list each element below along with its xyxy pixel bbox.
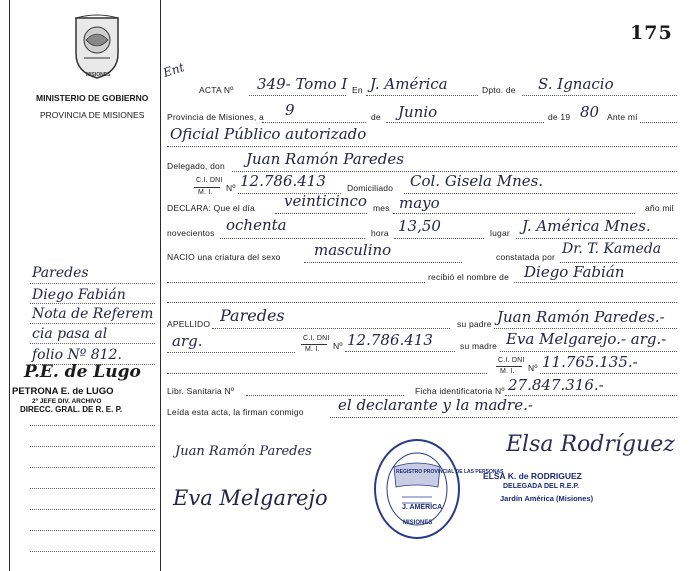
margin-stamp-line: DIRECC. GRAL. DE R. E. P. <box>20 405 123 414</box>
mes-label: mes <box>373 203 390 213</box>
dpto-value: S. Ignacio <box>538 75 614 93</box>
margin-stamp-line: 2º JEFE DIV. ARCHIVO <box>32 398 102 405</box>
margin-rule-line <box>30 283 155 284</box>
ante-line <box>640 122 677 123</box>
year-value: 80 <box>580 103 600 121</box>
madre-label: su madre <box>460 341 498 351</box>
delegado-value: Juan Ramón Paredes <box>246 150 404 168</box>
doc-bottom: M. I. <box>198 189 213 196</box>
margin-rule <box>160 0 161 571</box>
sexo-value: masculino <box>314 241 392 259</box>
margin-rule-line <box>30 551 155 552</box>
hora-value: 13,50 <box>398 217 441 235</box>
margin-rule-line <box>30 446 155 447</box>
madre-doc-no-value: 11.765.135.- <box>542 353 638 371</box>
leida-label: Leída esta acta, la firman conmigo <box>167 407 304 417</box>
de-label: de <box>371 112 381 122</box>
delegado-label: Delegado, don <box>167 161 225 171</box>
margin-note-line: Diego Fabián <box>32 287 126 303</box>
page-number: 175 <box>630 22 673 44</box>
margin-rule-line <box>30 467 155 468</box>
ficha-label: Ficha identificatoria Nº <box>415 386 505 396</box>
madre-doc-fraction-line <box>496 366 522 367</box>
nombre-value: Diego Fabián <box>524 263 625 281</box>
apellido-value: Paredes <box>220 306 285 325</box>
declara-day-value: veinticinco <box>284 192 367 210</box>
lugar-value: J. América Mnes. <box>522 217 651 235</box>
madre-cont-line <box>167 373 487 374</box>
day-line <box>262 122 366 123</box>
doc-no-value: 12.786.413 <box>240 172 326 190</box>
dpto-line <box>522 95 677 96</box>
margin-rule-line <box>30 488 155 489</box>
recibio-label: recibió el nombre de <box>428 272 510 282</box>
mes-line <box>393 213 635 214</box>
round-seal-ring-text: REGISTRO PROVINCIAL DE LAS PERSONAS <box>396 469 504 475</box>
round-seal-center-text: J. AMÉRICA <box>402 504 443 511</box>
sanitaria-label: Libr. Sanitaria Nº <box>167 386 235 396</box>
lugar-label: lugar <box>490 228 510 238</box>
madre-doc-bottom: M. I. <box>500 368 515 375</box>
padre-label: su padre <box>457 319 492 329</box>
novecientos-value: ochenta <box>226 216 287 234</box>
madre-doc-no-label: Nº <box>528 363 538 373</box>
novecientos-line <box>220 238 365 239</box>
ficha-value: 27.847.316.- <box>508 376 604 394</box>
month-line <box>386 122 544 123</box>
dpto-label: Dpto. de <box>482 85 516 95</box>
nacio-cont-line <box>167 282 425 283</box>
madre-doc-top: C.I. DNI <box>498 357 525 364</box>
round-seal-bottom-text: MISIONES <box>403 520 433 526</box>
madre-doc-no-line <box>540 373 677 374</box>
mes-value: mayo <box>399 194 440 212</box>
oficial-signature: Elsa Rodríguez <box>506 432 675 457</box>
domicilio-line <box>404 193 677 194</box>
seal-label: MISIONES <box>86 72 111 78</box>
margin-rule-line <box>30 530 155 531</box>
page-left-rule <box>9 0 10 571</box>
apellido-label: APELLIDO <box>167 319 211 329</box>
acta-label: ACTA Nº <box>199 85 234 95</box>
en-value: J. América <box>370 75 448 93</box>
prov-label: Provincia de Misiones, a <box>167 112 264 122</box>
domicilio-value: Col. Gisela Mnes. <box>410 172 544 190</box>
officer-value: Oficial Público autorizado <box>170 125 367 143</box>
month-value: Junio <box>398 103 438 121</box>
padre-doc-no-line <box>345 351 455 352</box>
year-label: de 19 <box>548 112 571 122</box>
madre-line <box>500 351 677 352</box>
padre-doc-no-value: 12.786.413 <box>347 331 433 349</box>
margin-rule-line <box>30 323 155 324</box>
nombre-line <box>514 282 677 283</box>
blank-line <box>167 302 677 303</box>
official-stamp-line: ELSA K. de RODRIGUEZ <box>483 471 582 481</box>
padre-doc-fraction-line <box>301 344 327 345</box>
padre-line <box>494 328 677 329</box>
leida-value: el declarante y la madre.- <box>338 396 533 414</box>
nacio-label: NACIO una criatura del sexo <box>167 252 281 262</box>
day-value: 9 <box>285 101 295 119</box>
padre-nac-value: arg. <box>172 332 203 350</box>
margin-note-line: cia pasa al <box>32 326 108 342</box>
acta-line <box>249 95 346 96</box>
margin-note-line: Paredes <box>32 265 89 281</box>
en-label: En <box>352 85 363 95</box>
ante-label: Ante mí <box>607 112 638 122</box>
acta-value: 349- Tomo I <box>257 75 348 93</box>
margin-stamp-line: PETRONA E. de LUGO <box>12 386 114 397</box>
constatada-value: Dr. T. Kameda <box>562 241 662 257</box>
official-stamp-line: DELEGADA DEL R.E.P. <box>503 483 580 490</box>
margin-rule-line <box>30 343 155 344</box>
lugar-line <box>516 238 677 239</box>
anio-mil-label: año mil <box>645 203 674 213</box>
margin-rule-line <box>30 425 155 426</box>
madre-value: Eva Melgarejo.- arg.- <box>506 330 667 348</box>
margin-note-line: Nota de Referem <box>32 306 154 322</box>
corner-note: Ent <box>161 60 186 80</box>
ministry-title: MINISTERIO DE GOBIERNO <box>36 93 149 103</box>
official-stamp-line: Jardín América (Misiones) <box>500 494 594 503</box>
padre-value: Juan Ramón Paredes.- <box>497 308 665 326</box>
en-line <box>366 95 478 96</box>
padre-nac-line <box>167 352 295 353</box>
margin-rule-line <box>30 509 155 510</box>
madre-signature: Eva Melgarejo <box>173 486 328 510</box>
padre-doc-top: C.I. DNI <box>303 335 330 342</box>
leida-line <box>330 417 677 418</box>
doc-no-label: Nº <box>226 183 236 193</box>
domicilio-label: Domiciliado <box>347 183 394 193</box>
officer-line <box>167 146 677 147</box>
padre-doc-no-label: Nº <box>333 341 343 351</box>
margin-rule-line <box>30 303 155 304</box>
declara-label: DECLARA: Que el día <box>167 203 255 213</box>
hora-line <box>394 238 484 239</box>
padre-doc-bottom: M. I. <box>305 346 320 353</box>
constatada-label: constatada por <box>496 252 556 262</box>
declara-day-line <box>275 213 367 214</box>
margin-note-line: folio Nº 812. <box>32 347 122 363</box>
apellido-line <box>212 328 450 329</box>
margin-signature: P.E. de Lugo <box>24 362 141 382</box>
hora-label: hora <box>371 228 389 238</box>
declarante-signature: Juan Ramón Paredes <box>175 444 312 459</box>
doc-fraction-line <box>194 187 220 188</box>
novecientos-label: novecientos <box>167 228 215 238</box>
sexo-line <box>304 262 462 263</box>
doc-top: C.I. DNI <box>196 177 223 184</box>
province-title: PROVINCIA DE MISIONES <box>40 110 145 120</box>
